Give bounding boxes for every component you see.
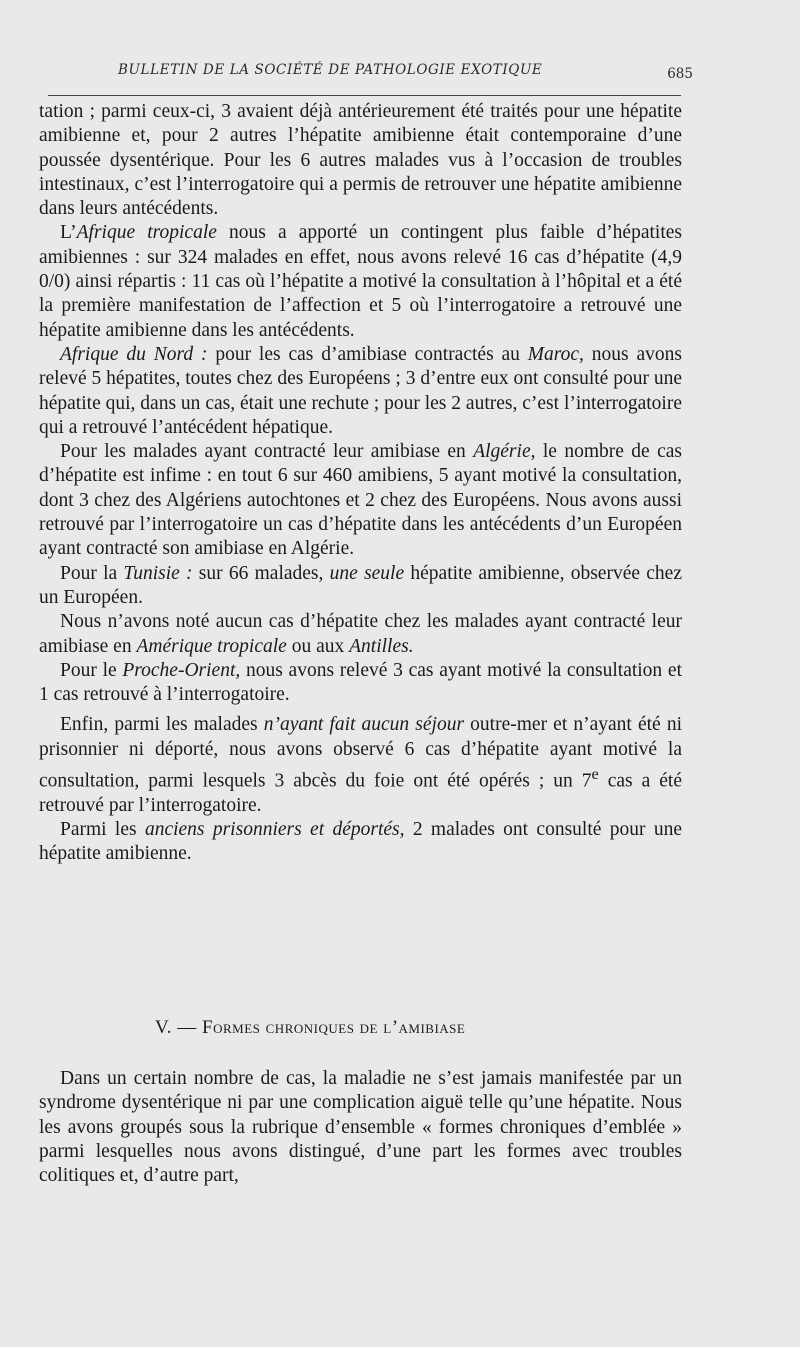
emphasis: Afrique tropicale: [76, 222, 217, 244]
emphasis: une seule: [329, 562, 405, 584]
paragraph-algerie: [39, 440, 682, 561]
text-run: outre-mer et n’ayant été ni prisonnier ni déporté, nous avons observé 6 cas d’hépatite ayant motivé la consultation, parmi lesquels 3 abcès du foie ont été opérés ; un 7: [39, 714, 682, 792]
body-text: [39, 100, 682, 867]
paragraph-proche-orient: [39, 659, 682, 708]
emphasis: Tunisie :: [123, 562, 193, 584]
header-rule: [48, 95, 681, 96]
emphasis: Antilles.: [349, 635, 414, 657]
emphasis: anciens prisonniers et déportés,: [144, 819, 405, 841]
superscript: e: [591, 765, 599, 784]
paragraph-afrique-tropicale: [39, 221, 682, 342]
paragraph-text: tation ; parmi ceux-ci, 3 avaient déjà antérieurement été traités pour une hépatite amibienne et, pour 2 autres l’hépatite amibienne était contemporaine d’une poussée dysentérique. Pour les 6 autres malades vus à l’occasion de troubles intestinaux, c’est l’interrogatoire qui a permis de retrouver une hépatite amibienne dans leurs antécédents.: [39, 101, 682, 220]
paragraph-sans-sejour: [39, 713, 682, 818]
emphasis: Maroc,: [527, 343, 584, 365]
paragraph-tunisie: [39, 562, 682, 611]
text-run: Pour le: [60, 659, 123, 681]
paragraph-amerique: [39, 610, 682, 659]
paragraph-formes-chroniques: Dans un certain nombre de cas, la maladie ne s’est jamais manifestée par un syndrome dysentérique ni par une complication aiguë telle qu’une hépatite. Nous les avons groupés sous la rubrique d’ensemble « formes chroniques d’emblée » parmi lesquelles nous avons distingué, d’une part les formes avec troubles colitiques et, d’autre part,: [39, 1068, 682, 1187]
text-run: nous avons relevé 5 hépatites, toutes chez des Européens ; 3 d’entre eux ont consulté pour une hépatite qui, dans un cas, était une rechute ; pour les 2 autres, c’est l’interrogatoire qui a retrouvé l’antécédent hépatique.: [39, 343, 682, 438]
paragraph-prisonniers: [39, 818, 682, 867]
text-run: pour les cas d’amibiase contractés au: [207, 343, 528, 365]
text-run: ou aux: [286, 635, 350, 657]
section-heading: [155, 1017, 655, 1039]
page-number: 685: [667, 66, 693, 82]
emphasis: Algérie,: [473, 441, 536, 463]
text-run: Pour la: [60, 562, 124, 584]
emphasis: Proche-Orient,: [122, 659, 241, 681]
emphasis: Amérique tropicale: [136, 635, 287, 657]
text-run: hépatite amibienne, observée chez un Européen.: [39, 562, 682, 608]
running-header: [118, 62, 693, 84]
body-text-continued: [39, 1067, 682, 1188]
text-run: le nombre de cas d’hépatite est infime : en tout 6 sur 460 amibiens, 5 ayant motivé la consultation, dont 3 chez des Algériens autochtones et 2 chez des Européens. Nous avons aussi retrouvé par l’interrogatoire un cas d’hépatite dans les antécédents d’un Européen ayant contracté son amibiase en Algérie.: [39, 441, 682, 560]
text-run: nous a apporté un contingent plus faible d’hépatites amibiennes : sur 324 malades en effet, nous avons relevé 16 cas d’hépatite (4,9 0/0) ainsi répartis : 11 cas où l’hépatite a motivé la consultation à l’hôpital et a été la première manifestation de l’affection et 5 où l’interrogatoire a retrouvé une hépatite amibienne dans les antécédents.: [39, 222, 682, 341]
section-title: Formes chroniques de l’amibiase: [202, 1017, 466, 1038]
paragraph-1: [39, 100, 682, 221]
text-run: Parmi les: [60, 819, 145, 841]
text-run: 2 malades ont consulté pour une hépatite amibienne.: [39, 819, 682, 865]
running-title: BULLETIN DE LA SOCIÉTÉ DE PATHOLOGIE EXOTIQUE: [118, 62, 543, 78]
text-run: sur 66 malades,: [192, 562, 330, 584]
text-run: nous avons relevé 3 cas ayant motivé la consultation et 1 cas retrouvé à l’interrogatoire.: [39, 659, 682, 706]
text-run: Enfin, parmi les malades: [60, 714, 264, 736]
text-run: L’: [60, 222, 77, 244]
emphasis: Afrique du Nord :: [60, 343, 208, 365]
paragraph-afrique-nord: [39, 343, 682, 440]
text-run: cas a été retrouvé par l’interrogatoire.: [39, 770, 682, 816]
section-number: V. —: [155, 1017, 203, 1038]
text-run: Nous n’avons noté aucun cas d’hépatite chez les malades ayant contracté leur amibiase en: [39, 611, 682, 657]
text-run: Pour les malades ayant contracté leur amibiase en: [60, 441, 474, 463]
emphasis: n’ayant fait aucun séjour: [263, 714, 465, 736]
